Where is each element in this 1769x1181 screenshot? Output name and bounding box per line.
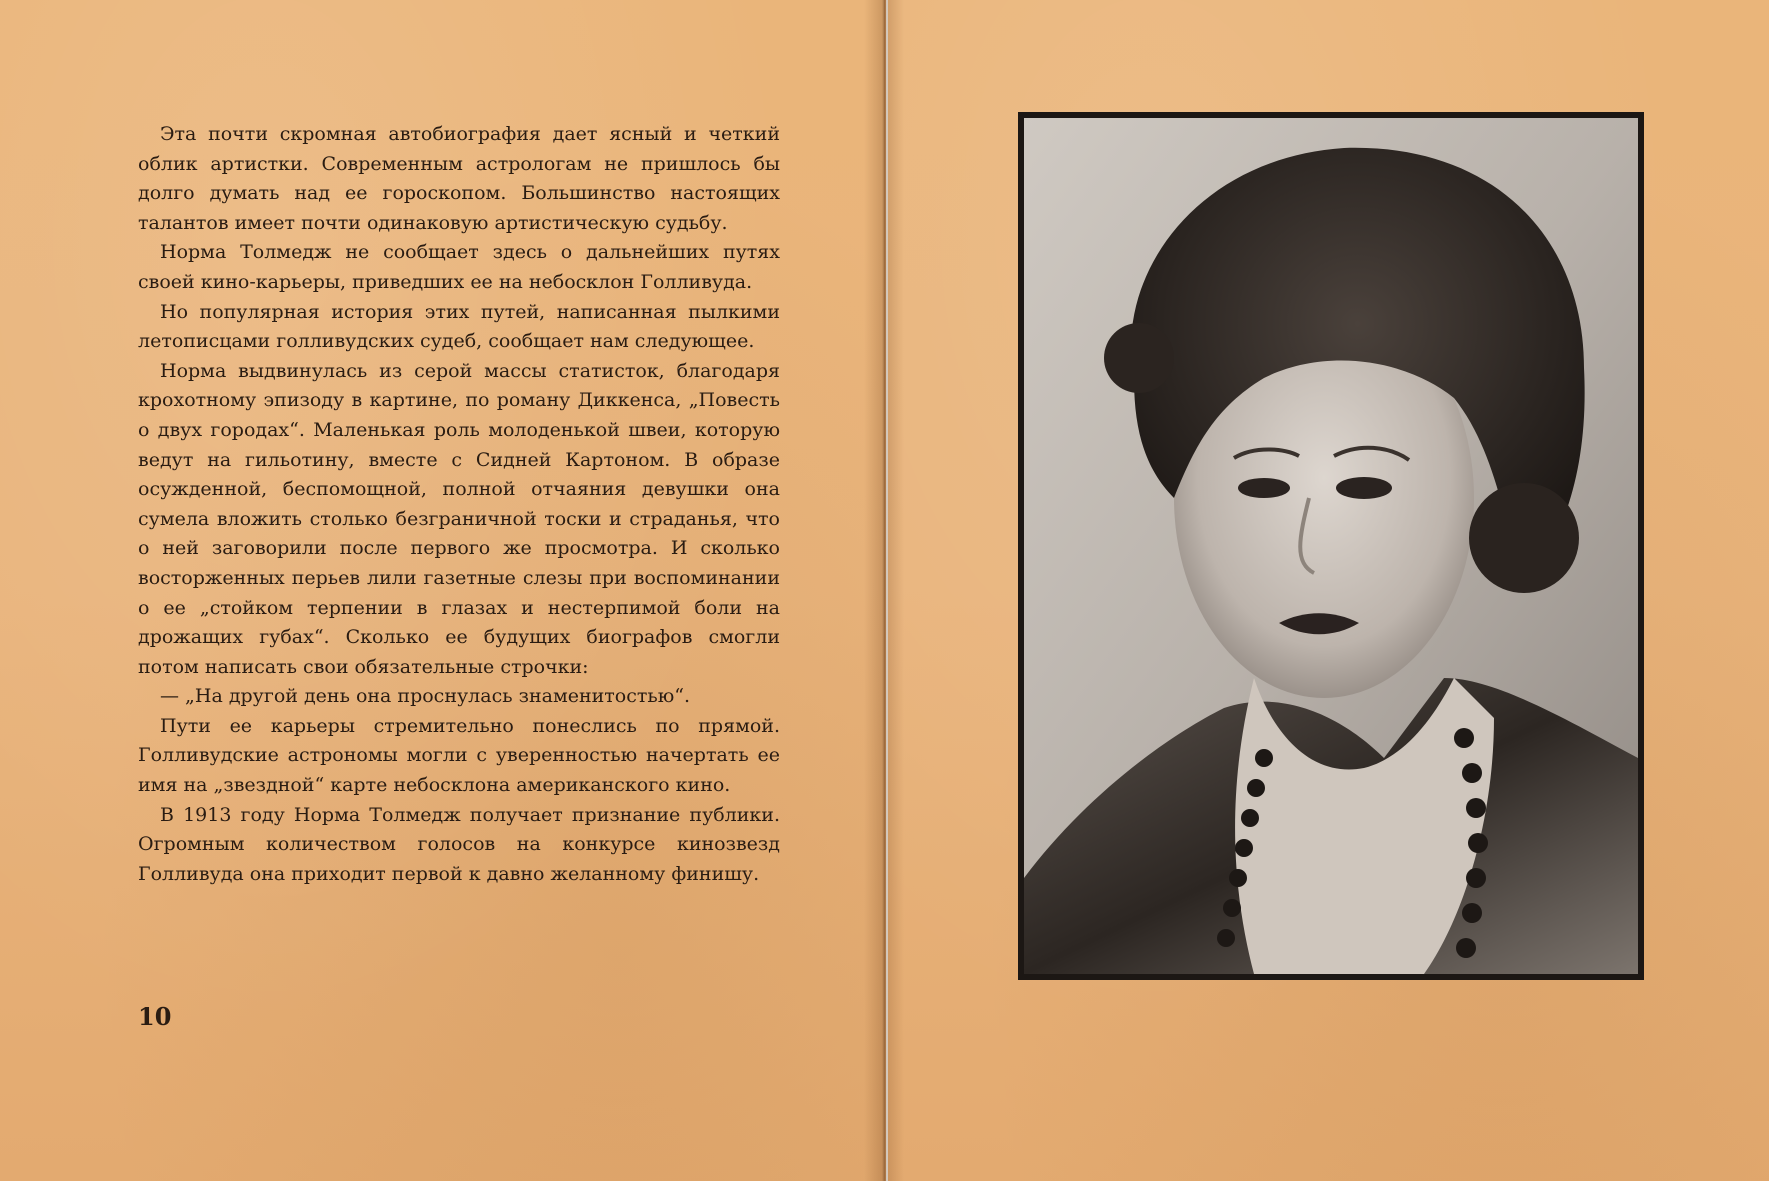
paragraph-5: — „На другой день она проснулась знаменитостью“.: [160, 685, 691, 708]
paragraph-4: Норма выдвинулась из серой массы статисток, благодаря крохотному эпизоду в картине, по роману Диккенса, „Повесть о двух городах“. Маленькая роль молоденькой швеи, которую ведут на гильотину, вместе с Сидней Картоном. В образе осужденной, беспомощной, полной отчаяния девушки она сумела вложить столько безграничной тоски и страданья, что о ней заговорили после первого же просмотра. И сколько восторженных перьев лили газетные слезы при воспоминании о ее „стойком терпении в глазах и нестерпимой боли на дрожащих губах“. Сколько ее будущих биографов смогли потом написать свои обязательные строчки:: [138, 359, 780, 678]
left-eye: [1238, 478, 1290, 498]
paragraph-2: Норма Толмедж не сообщает здесь о дальнейших путях своей кино-карьеры, приведших ее на небосклон Голливуда.: [138, 241, 780, 293]
book-gutter: [864, 0, 904, 1181]
right-eye: [1336, 477, 1392, 499]
body-text: [138, 120, 780, 889]
paragraph-7: В 1913 году Норма Толмедж получает признание публики. Огромным количеством голосов на конкурсе кинозвезд Голливуда она приходит первой к давно желанному финишу.: [138, 803, 780, 885]
right-page: [888, 0, 1769, 1181]
portrait-photo: [1024, 118, 1638, 974]
curl-left: [1104, 323, 1174, 393]
paragraph-6: Пути ее карьеры стремительно понеслись по прямой. Голливудские астрономы могли с уверенностью начертать ее имя на „звездной“ карте небосклона американского кино.: [138, 714, 780, 797]
photo-frame: [1018, 112, 1644, 980]
paragraph-3: Но популярная история этих путей, написанная пылкими летописцами голливудских судеб, сообщает нам следующее.: [138, 300, 780, 353]
paragraph-1: Эта почти скромная автобиография дает ясный и четкий облик артистки. Современным астрологам не пришлось бы долго думать над ее гороскопом. Большинство настоящих талантов имеет почти одинаковую артистическую судьбу.: [138, 123, 780, 234]
page-number: 10: [138, 1002, 172, 1031]
curl-right: [1469, 483, 1579, 593]
